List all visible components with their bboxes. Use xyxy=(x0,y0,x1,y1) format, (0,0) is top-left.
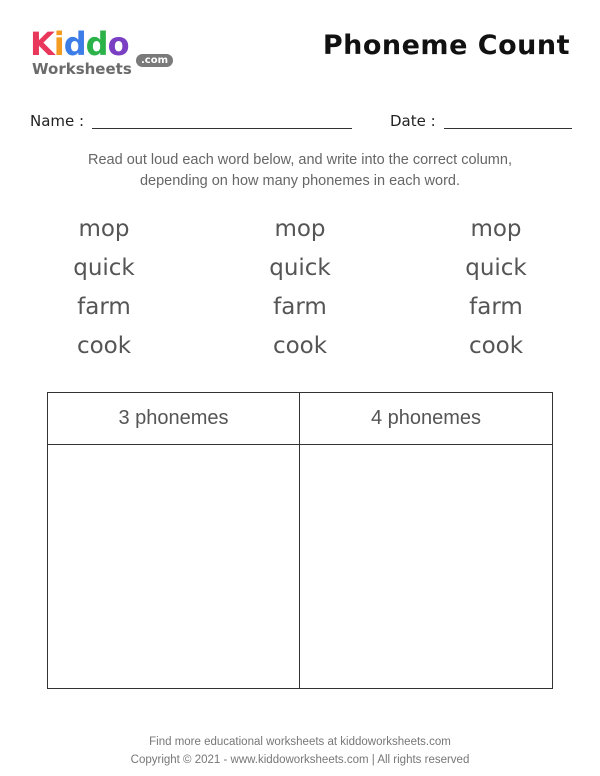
kiddo-worksheets-logo xyxy=(28,26,178,86)
word: quick xyxy=(73,255,135,281)
logo-subtitle: Worksheets xyxy=(32,60,132,78)
name-date-row xyxy=(30,112,572,134)
logo-letter: d xyxy=(63,25,86,63)
logo-letter: o xyxy=(107,25,129,63)
name-label: Name : xyxy=(30,112,85,130)
word: cook xyxy=(76,333,132,359)
logo-wordmark xyxy=(30,26,129,62)
word: mop xyxy=(470,216,522,242)
word-column xyxy=(220,210,380,366)
footer-line-1: Find more educational worksheets at kiddoworksheets.com xyxy=(149,736,451,748)
column-4-phonemes xyxy=(300,393,552,688)
name-field[interactable] xyxy=(92,128,352,129)
logo-letter: d xyxy=(85,25,108,63)
word: cook xyxy=(468,333,524,359)
word: mop xyxy=(78,216,130,242)
word-column xyxy=(416,210,576,366)
word: farm xyxy=(469,294,523,320)
word: quick xyxy=(465,255,527,281)
logo-tld-badge: .com xyxy=(136,54,173,67)
word: farm xyxy=(273,294,327,320)
answer-area-3-phonemes[interactable] xyxy=(48,445,299,688)
date-field[interactable] xyxy=(444,128,572,129)
word: quick xyxy=(269,255,331,281)
word: farm xyxy=(77,294,131,320)
column-header: 4 phonemes xyxy=(300,393,552,445)
footer xyxy=(0,733,600,769)
logo-letter: K xyxy=(30,25,54,63)
word-column xyxy=(24,210,184,366)
footer-copyright: Copyright © 2021 - www.kiddoworksheets.com | All rights reserved xyxy=(130,754,470,766)
phoneme-sort-table xyxy=(47,392,553,689)
word: cook xyxy=(272,333,328,359)
date-label: Date : xyxy=(390,112,436,130)
page-title: Phoneme Count xyxy=(322,30,570,61)
instructions-line-2: depending on how many phonemes in each word. xyxy=(139,173,461,189)
instructions-line-1: Read out loud each word below, and write into the correct column, xyxy=(88,152,512,168)
word: mop xyxy=(274,216,326,242)
column-3-phonemes xyxy=(48,393,300,688)
column-header: 3 phonemes xyxy=(48,393,299,445)
answer-area-4-phonemes[interactable] xyxy=(300,445,552,688)
logo-letter: i xyxy=(53,25,64,63)
instructions xyxy=(20,150,580,192)
